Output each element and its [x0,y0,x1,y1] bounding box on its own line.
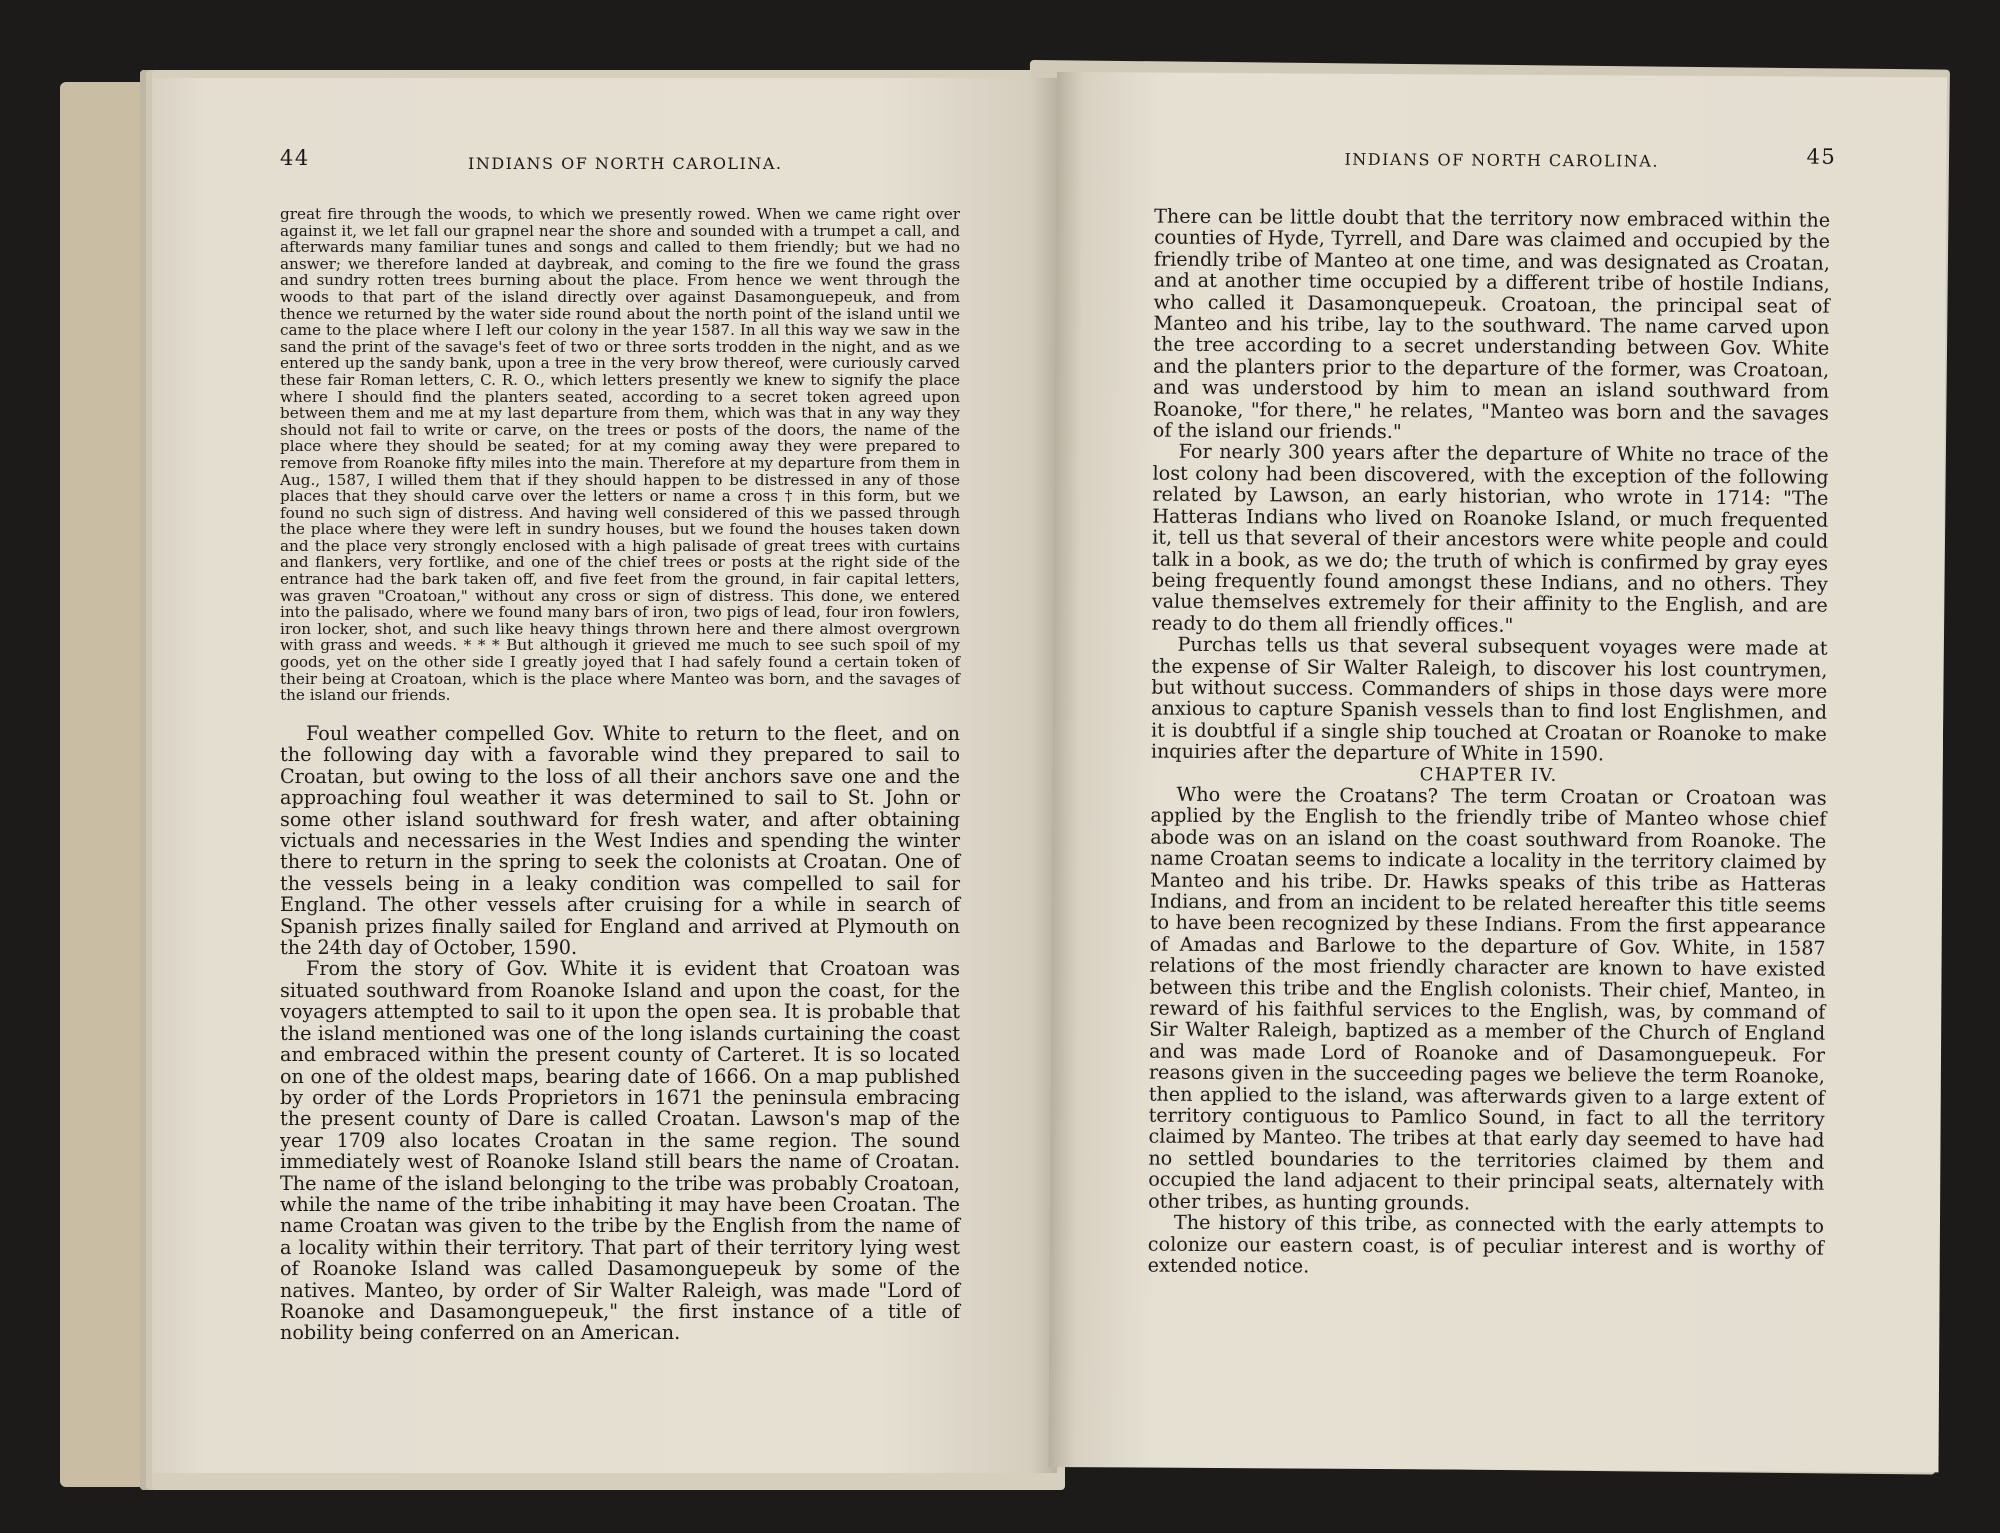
quote-paragraph: great fire through the woods, to which we presently rowed. When we came right over against it, we let fall our grapnel near the shore and sounded with a trumpet a call, and afterwards many familiar tunes and songs and called to them friendly; but we had no answer; we therefore landed at daybreak, and coming to the fire we found the grass and sundry rotten trees burning about the place. From hence we went through the woods to that part of the island directly over against Dasamonguepeuk, and from thence we returned by the water side round about the north point of the island until we came to the place where I left our colony in the year 1587. In all this way we saw in the sand the print of the savage's feet of two or three sorts trodden in the night, and as we entered up the sandy bank, upon a tree in the very brow thereof, were curiously carved these fair Roman letters, C. R. O., which letters presently we knew to signify the place where I should find the planters seated, according to a secret token agreed upon between them and me at my last departure from them, which was that in any way they should not fail to write or carve, on the trees or posts of the doors, the name of the place where they should be seated; for at my coming away they were prepared to remove from Roanoke fifty miles into the main. Therefore at my departure from them in Aug., 1587, I willed them that if they should happen to be distressed in any of those places that they should carve over the letters or name a cross † in this form, but we found no such sign of distress. And having well considered of this we passed through the place where they were left in sundry houses, but we found the houses taken down and the place very strongly enclosed with a high palisade of great trees with curtains and flankers, very fortlike, and one of the chief trees or posts at the right side of the entrance had the bark taken off, and five feet from the ground, in fair capital letters, was graven "Croatoan," without any cross or sign of distress. This done, we entered into the palisado, where we found many bars of iron, two pigs of lead, four iron fowlers, iron locker, shot, and such like heavy things thrown here and there almost overgrown with grass and weeds. * * * But although it grieved me much to see such spoil of my goods, yet on the other side I greatly joyed that I had safely found a certain token of their being at Croatoan, which is the place where Manteo was born, and the savages of the island our friends. [280,205,960,705]
right-running-head [1056,144,1946,189]
right-body-text [1148,206,1831,1280]
left-running-head [152,146,1057,190]
right-page-number: 45 [1806,144,1837,169]
paragraph: From the story of Gov. White it is evident that Croatoan was situated southward from Roanoke Island and upon the coast, for the voyagers attempted to sail to it upon the open sea. It is probable that the island mentioned was one of the long islands curtaining the coast and embraced within the present county of Carteret. It is so located on one of the oldest maps, bearing date of 1666. On a map published by order of the Lords Proprietors in 1671 the peninsula embracing the present county of Dare is called Croatan. Lawson's map of the year 1709 also locates Croatan in the same region. The sound immediately west of Roanoke Island still bears the name of Croatan. The name of the island belonging to the tribe was probably Croatoan, while the name of the tribe inhabiting it may have been Croatan. The name Croatan was given to the tribe by the English from the name of a locality within their territory. That part of their territory lying west of Roanoke Island was called Dasamonguepeuk by some of the natives. Manteo, by order of Sir Walter Raleigh, was made "Lord of Roanoke and Dasamonguepeuk," the first instance of a title of nobility being conferred on an American. [280,957,960,1345]
paragraph: The history of this tribe, as connected with the early attempts to colonize our eastern coast, is of peculiar interest and is worthy of extended notice. [1147,1210,1825,1278]
left-page [152,78,1057,1473]
left-page-number: 44 [280,146,310,170]
paragraph: Foul weather compelled Gov. White to return to the fleet, and on the following day with a favorable wind they prepared to sail to Croatan, but owing to the loss of all their anchors save one and the approaching foul weather it was determined to sail to St. John or some other island southward for fresh water, and after obtaining victuals and necessaries in the West Indies and spending the winter there to return in the spring to seek the colonists at Croatan. One of the vessels being in a leaky condition was compelled to sail for England. The other vessels after cruising for a while in search of Spanish prizes finally sailed for England and arrived at Plymouth on the 24th day of October, 1590. [280,722,960,960]
left-running-title: INDIANS OF NORTH CAROLINA. [468,154,783,173]
quoted-narrative-block [280,206,960,704]
paragraph: For nearly 300 years after the departure of White no trace of the lost colony had been discovered, with the exception of the following related by Lawson, an early historian, who wrote in 1714: "The Hatteras Indians who lived on Roanoke Island, or much frequented it, tell us that several of their ancestors were white people and could talk in a book, as we do; the truth of which is confirmed by gray eyes being frequently found amongst these Indians, and no others. They value themselves extremely for their affinity to the English, and are ready to do them all friendly offices." [1151,440,1829,637]
right-running-title: INDIANS OF NORTH CAROLINA. [1344,149,1660,171]
paragraph: Who were the Croatans? The term Croatan or Croatoan was applied by the English to the friendly tribe of Manteo whose chief abode was on an island on the coast southward from Roanoke. The name Croatan seems to indicate a locality in the territory claimed by Manteo and his tribe. Dr. Hawks speaks of this tribe as Hatteras Indians, and from an incident to be related hereafter this title seems to have been recognized by these Indians. From the first appearance of Amadas and Barlowe to the departure of Gov. White, in 1587 relations of the most friendly character are known to have existed between this tribe and the English colonists. Their chief, Manteo, in reward of his faithful services to the English, was, by command of Sir Walter Raleigh, baptized as a member of the Church of England and was made Lord of Roanoke and of Dasamonguepeuk. For reasons given in the succeeding pages we believe the term Roanoke, then applied to the island, was afterwards given to a large extent of territory contiguous to Pamlico Sound, in fact to all the territory claimed by Manteo. The tribes at that early day seemed to have had no settled boundaries to the territories claimed by them and occupied the land adjacent to their principal seats, alternately with other tribes, as hunting grounds. [1148,782,1827,1215]
chapter-heading: CHAPTER IV. [1419,763,1558,786]
paragraph: Purchas tells us that several subsequent voyages were made at the expense of Sir Walter Raleigh, to discover his lost countrymen, but without success. Commanders of ships in those days were more anxious to capture Spanish vessels than to find lost Englishmen, and it is doubtful if a single ship touched at Croatan or Roanoke to make inquiries after the departure of White in 1590. [1150,632,1828,766]
left-body-text [280,723,960,1344]
paragraph: There can be little doubt that the territory now embraced within the counties of Hyde, Tyrrell, and Dare was claimed and occupied by the friendly tribe of Manteo at one time, and was designated as Croatan, and at another time occupied by a different tribe of hostile Indians, who called it Dasamonquepeuk. Croatoan, the principal seat of Manteo and his tribe, lay to the southward. The name carved upon the tree according to a secret understanding between Gov. White and the planters prior to the departure of the former, was Croatoan, and was understood by him to mean an island southward from Roanoke, "for there," he relates, "Manteo was born and the savages of the island our friends." [1152,204,1831,444]
right-page [1048,72,1947,1472]
